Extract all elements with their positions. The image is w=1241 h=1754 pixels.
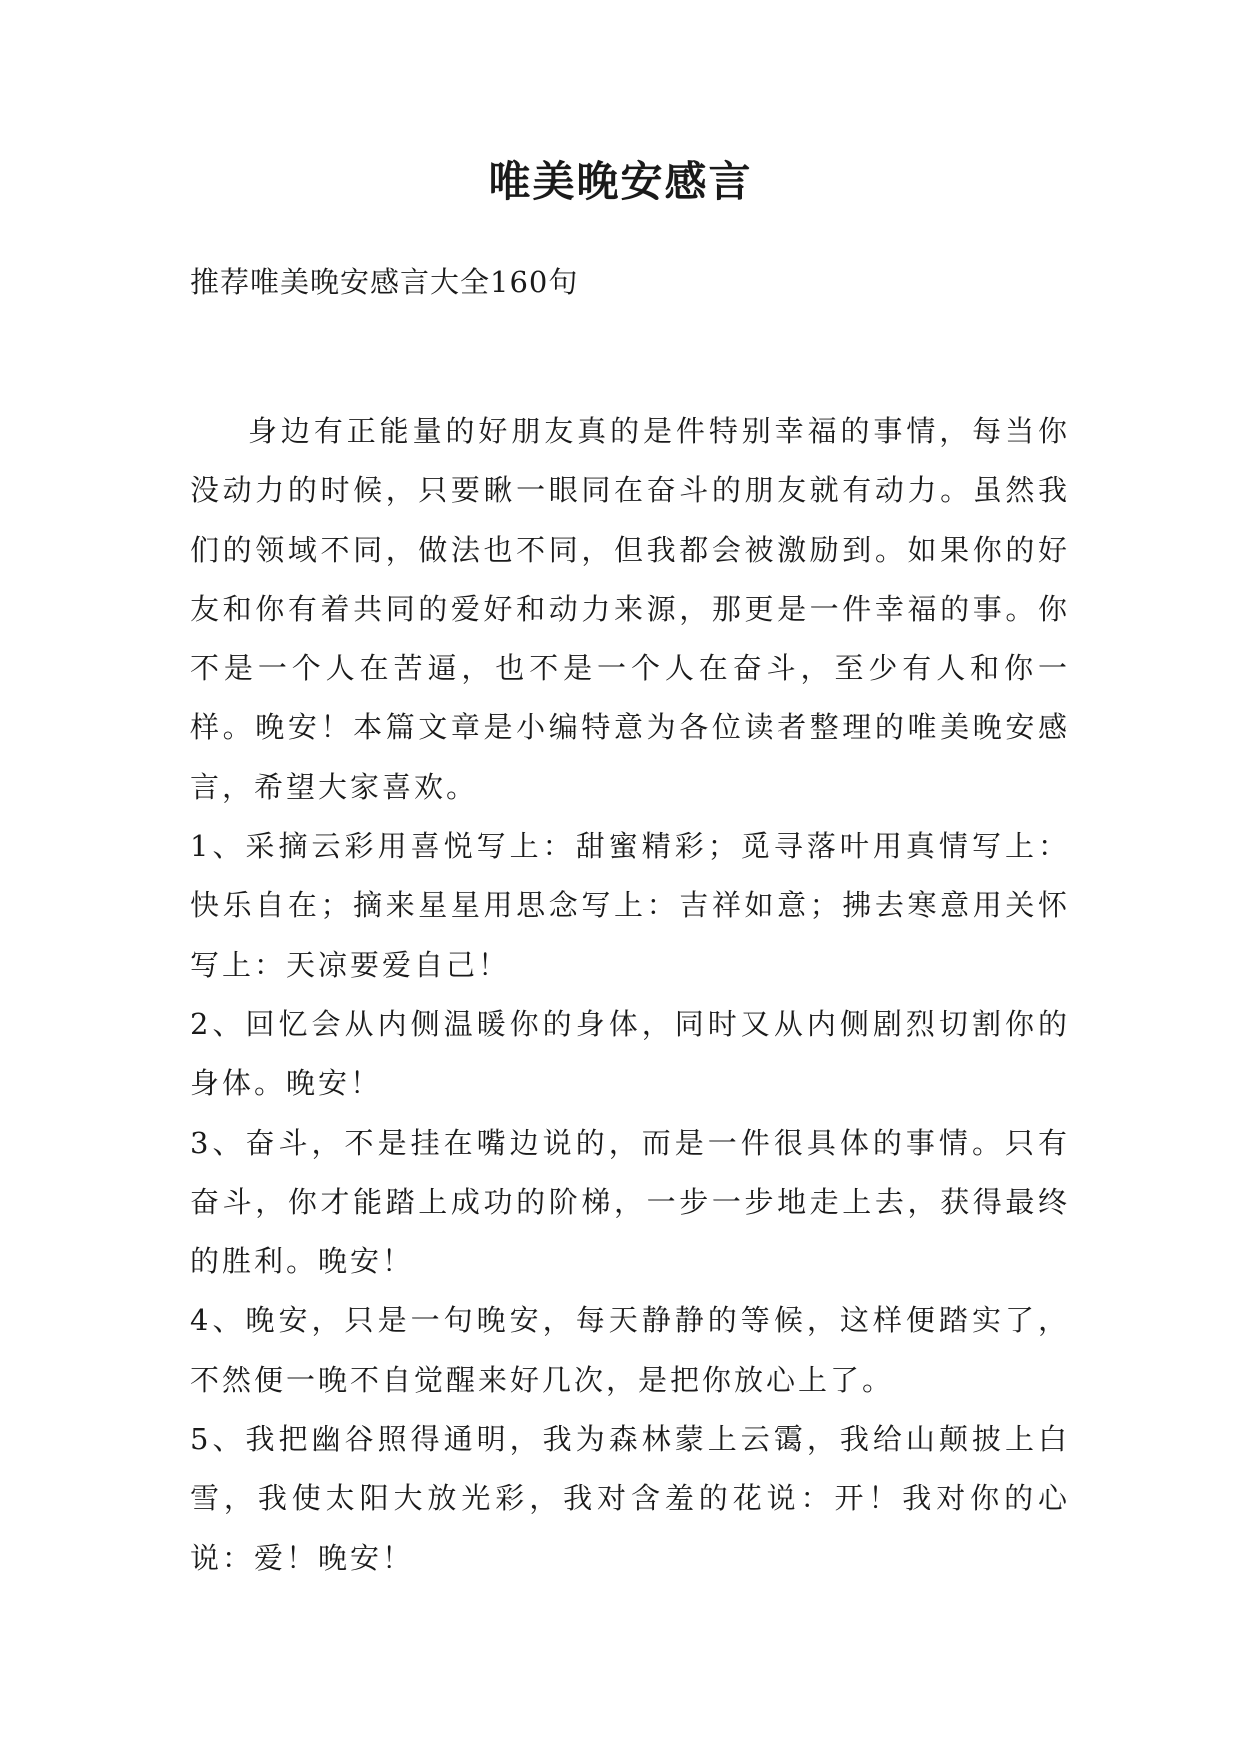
document-body — [190, 402, 1070, 1588]
list-item: 4、晚安，只是一句晚安，每天静静的等候，这样便踏实了，不然便一晚不自觉醒来好几次，是把你放心上了。 — [190, 1303, 1070, 1397]
list-item: 5、我把幽谷照得通明，我为森林蒙上云霭，我给山颠披上白雪，我使太阳大放光彩，我对含羞的花说：开！我对你的心说：爱！晚安！ — [190, 1422, 1070, 1575]
page-title: 唯美晚安感言 — [488, 157, 753, 206]
intro-paragraph: 身边有正能量的好朋友真的是件特别幸福的事情，每当你没动力的时候，只要瞅一眼同在奋斗的朋友就有动力。虽然我们的领域不同，做法也不同，但我都会被激励到。如果你的好友和你有着共同的爱好和动力来源，那更是一件幸福的事。你不是一个人在苦逼，也不是一个人在奋斗，至少有人和你一样。晚安！本篇文章是小编特意为各位读者整理的唯美晚安感言，希望大家喜欢。 — [190, 414, 1070, 804]
list-item: 3、奋斗，不是挂在嘴边说的，而是一件很具体的事情。只有奋斗，你才能踏上成功的阶梯，一步一步地走上去，获得最终的胜利。晚安！ — [190, 1125, 1070, 1279]
list-item: 1、采摘云彩用喜悦写上：甜蜜精彩；觅寻落叶用真情写上：快乐自在；摘来星星用思念写上：吉祥如意；拂去寒意用关怀写上：天凉要爱自己！ — [190, 829, 1070, 982]
list-item: 2、回忆会从内侧温暖你的身体，同时又从内侧剧烈切割你的身体。晚安！ — [190, 1006, 1070, 1101]
subtitle: 推荐唯美晚安感言大全160句 — [190, 265, 579, 299]
